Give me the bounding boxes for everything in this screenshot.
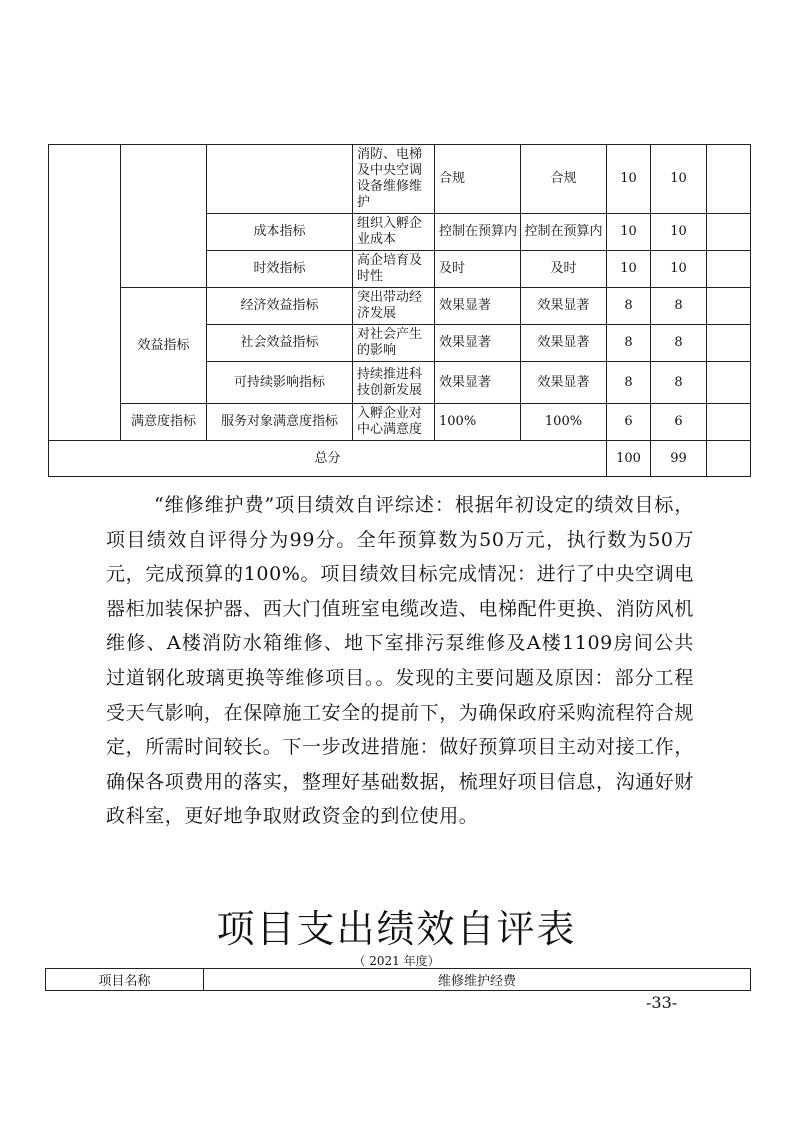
tertiary-indicator-cell: 经济效益指标 — [207, 288, 353, 325]
actual-value-cell: 效果显著 — [521, 325, 607, 362]
indicator-cell: 对社会产生的影响 — [353, 325, 435, 362]
weight-cell: 10 — [607, 251, 651, 288]
weight-cell: 8 — [607, 325, 651, 362]
indicator-cell: 突出带动经济发展 — [353, 288, 435, 325]
tertiary-indicator-cell: 社会效益指标 — [207, 325, 353, 362]
table-row — [49, 288, 751, 325]
target-value-cell: 效果显著 — [435, 288, 521, 325]
weight-cell: 10 — [607, 214, 651, 251]
actual-value-cell: 合规 — [521, 145, 607, 214]
score-cell: 6 — [651, 404, 707, 441]
actual-value-cell: 控制在预算内 — [521, 214, 607, 251]
total-score-cell: 99 — [651, 441, 707, 477]
table-row — [49, 404, 751, 441]
target-value-cell: 合规 — [435, 145, 521, 214]
tertiary-indicator-cell: 时效指标 — [207, 251, 353, 288]
tertiary-indicator-cell: 成本指标 — [207, 214, 353, 251]
score-cell: 10 — [651, 145, 707, 214]
remark-cell — [707, 441, 751, 477]
score-cell: 8 — [651, 325, 707, 362]
actual-value-cell: 及时 — [521, 251, 607, 288]
summary-paragraph: “维修维护费”项目绩效自评综述：根据年初设定的绩效目标，项目绩效自评得分为99分。全年预算数为50万元，执行数为50万元，完成预算的100%。项目绩效目标完成情况：进行了中央空调电器柜加装保护器、西大门值班室电缆改造、电梯配件更换、消防风机维修、A楼消防水箱维修、地下室排污泵维修及A楼1109房间公共过道钢化玻璃更换等维修项目。。发现的主要问题及原因：部分工程受天气影响，在保障施工安全的提前下，为确保政府采购流程符合规定，所需时间较长。下一步改进措施：做好预算项目主动对接工作，确保各项费用的落实，整理好基础数据，梳理好项目信息，沟通好财政科室，更好地争取财政资金的到位使用。 — [106, 494, 695, 828]
secondary-indicator-cell — [121, 145, 207, 288]
table-row — [46, 969, 751, 991]
total-label-cell: 总分 — [49, 441, 607, 477]
remark-cell — [707, 214, 751, 251]
score-cell: 8 — [651, 288, 707, 325]
form-year: （ 2021 年度） — [353, 954, 440, 968]
total-weight-cell: 100 — [607, 441, 651, 477]
remark-cell — [707, 404, 751, 441]
actual-value-cell: 100% — [521, 404, 607, 441]
form-title: 项目支出绩效自评表 — [216, 907, 577, 951]
target-value-cell: 控制在预算内 — [435, 214, 521, 251]
score-cell: 10 — [651, 251, 707, 288]
indicator-cell: 高企培育及时性 — [353, 251, 435, 288]
indicator-cell: 持续推进科技创新发展 — [353, 362, 435, 404]
tertiary-indicator-cell: 服务对象满意度指标 — [207, 404, 353, 441]
remark-cell — [707, 288, 751, 325]
actual-value-cell: 效果显著 — [521, 288, 607, 325]
total-row — [49, 441, 751, 477]
weight-cell: 10 — [607, 145, 651, 214]
performance-indicator-table — [48, 144, 751, 477]
actual-value-cell: 效果显著 — [521, 362, 607, 404]
weight-cell: 6 — [607, 404, 651, 441]
target-value-cell: 100% — [435, 404, 521, 441]
indicator-cell: 入孵企业对中心满意度 — [353, 404, 435, 441]
tertiary-indicator-cell — [207, 145, 353, 214]
remark-cell — [707, 251, 751, 288]
tertiary-indicator-cell: 可持续影响指标 — [207, 362, 353, 404]
project-header-table — [45, 968, 751, 991]
page-number: -33- — [646, 993, 678, 1012]
score-cell: 8 — [651, 362, 707, 404]
score-cell: 10 — [651, 214, 707, 251]
secondary-indicator-cell: 满意度指标 — [121, 404, 207, 441]
indicator-cell: 消防、电梯及中央空调设备维修维护 — [353, 145, 435, 214]
project-name-value: 维修维护经费 — [204, 969, 751, 991]
indicator-cell: 组织入孵企业成本 — [353, 214, 435, 251]
table-row — [49, 145, 751, 214]
remark-cell — [707, 325, 751, 362]
remark-cell — [707, 362, 751, 404]
weight-cell: 8 — [607, 288, 651, 325]
primary-indicator-cell — [49, 145, 121, 441]
secondary-indicator-cell: 效益指标 — [121, 288, 207, 404]
target-value-cell: 及时 — [435, 251, 521, 288]
target-value-cell: 效果显著 — [435, 325, 521, 362]
target-value-cell: 效果显著 — [435, 362, 521, 404]
weight-cell: 8 — [607, 362, 651, 404]
project-name-label: 项目名称 — [46, 969, 204, 991]
remark-cell — [707, 145, 751, 214]
